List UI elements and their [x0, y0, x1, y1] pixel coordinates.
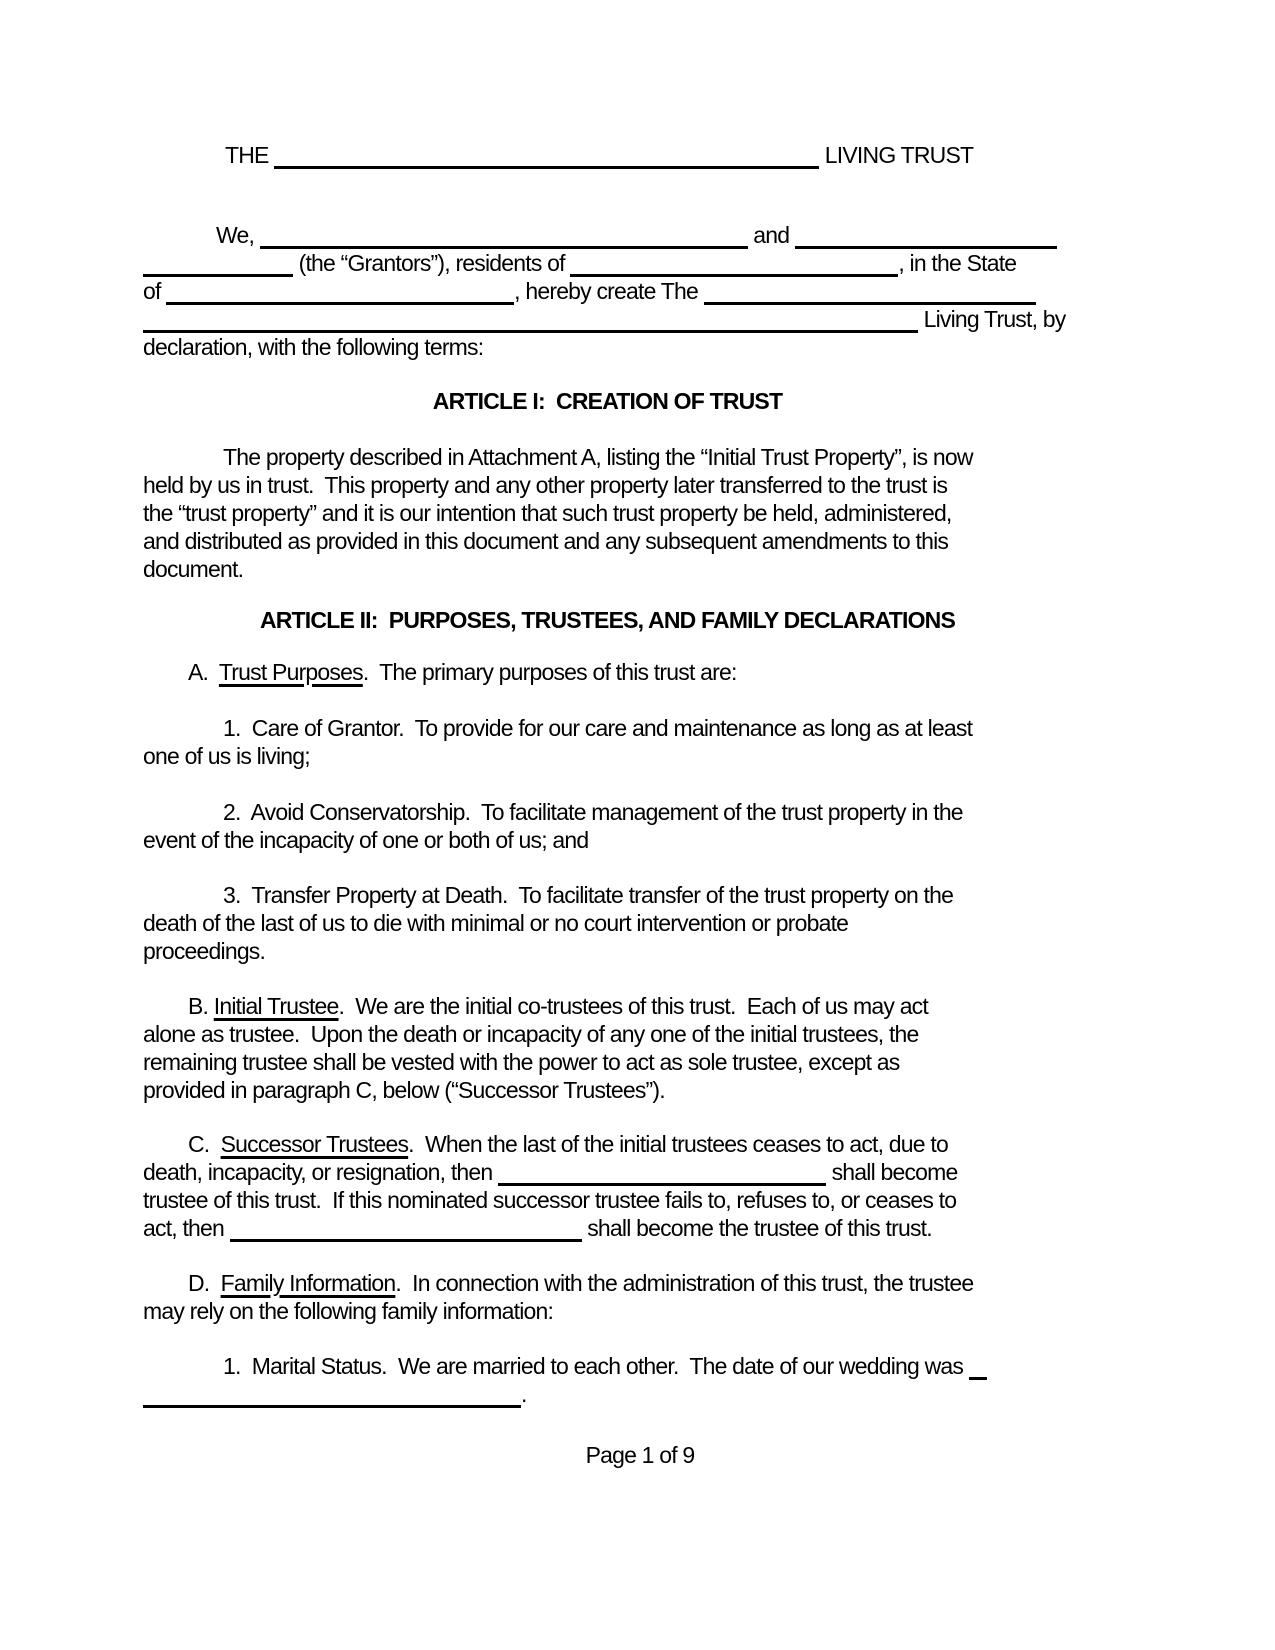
text-span: provided in paragraph C, below (“Successor Trustees”). — [143, 1077, 665, 1103]
blank-field[interactable] — [143, 1385, 521, 1408]
item-3-transfer-property-line — [143, 937, 1072, 965]
item-1-marital-status-line — [143, 1380, 1072, 1408]
article-1-heading — [143, 387, 1072, 415]
para-a-trust-purposes-line — [143, 658, 1072, 686]
text-span: (the “Grantors”), residents of — [293, 250, 571, 276]
blank-field[interactable] — [166, 282, 514, 305]
para-c-successor-trustees-line — [143, 1186, 1072, 1214]
underlined-text: Successor Trustees — [220, 1131, 409, 1157]
article-1-para-line — [143, 443, 1072, 471]
intro-line-1 — [143, 221, 1072, 249]
text-span: remaining trustee shall be vested with the power to act as sole trustee, except as — [143, 1049, 900, 1075]
text-span: event of the incapacity of one or both of us; and — [143, 827, 589, 853]
text-span: 3. Transfer Property at Death. To facilitate transfer of the trust property on the — [223, 882, 954, 908]
article-2-heading — [143, 606, 1072, 634]
text-span: shall become — [825, 1159, 958, 1185]
text-span: act, then — [143, 1215, 230, 1241]
intro-line-4 — [143, 305, 1072, 333]
text-span: 2. Avoid Conservatorship. To facilitate management of the trust property in the — [223, 799, 963, 825]
article-1-para-line — [143, 471, 1072, 499]
para-b-initial-trustee-line — [143, 1076, 1072, 1104]
text-span: We, — [216, 222, 260, 248]
text-span: B. — [188, 993, 214, 1019]
text-span: shall become the trustee of this trust. — [581, 1215, 932, 1241]
text-span: . — [521, 1381, 527, 1407]
blank-field[interactable] — [274, 146, 819, 169]
text-span: declaration, with the following terms: — [143, 334, 484, 360]
blank-field[interactable] — [704, 282, 1036, 305]
document-body — [143, 141, 1072, 1469]
item-2-avoid-conservatorship-line — [143, 798, 1072, 826]
blank-field[interactable] — [969, 1357, 987, 1380]
text-span: one of us is living; — [143, 743, 310, 769]
blank-field[interactable] — [143, 254, 293, 277]
article-1-para-line — [143, 527, 1072, 555]
text-span: trustee of this trust. If this nominated successor trustee fails to, refuses to, or ceases to — [143, 1187, 957, 1213]
text-span: A. — [188, 659, 219, 685]
trust-title-line — [143, 141, 1072, 169]
underlined-text: Trust Purposes — [218, 659, 363, 685]
item-1-care-of-grantor-line — [143, 742, 1072, 770]
text-span: LIVING TRUST — [819, 142, 974, 168]
text-span: and distributed as provided in this document and any subsequent amendments to this — [143, 528, 949, 554]
text-span: may rely on the following family information: — [143, 1298, 554, 1324]
text-span: The property described in Attachment A, listing the “Initial Trust Property”, is now — [223, 444, 973, 470]
text-span: 1. Care of Grantor. To provide for our care and maintenance as long as at least — [223, 715, 973, 741]
item-2-avoid-conservatorship-line — [143, 826, 1072, 854]
text-span: ARTICLE II: PURPOSES, TRUSTEES, AND FAMILY DECLARATIONS — [259, 607, 956, 633]
para-b-initial-trustee-line — [143, 992, 1072, 1020]
text-span: Page 1 of 9 — [585, 1442, 695, 1468]
para-c-successor-trustees-line — [143, 1130, 1072, 1158]
text-span: the “trust property” and it is our intention that such trust property be held, administered, — [143, 500, 952, 526]
text-span: . The primary purposes of this trust are: — [362, 659, 737, 685]
text-span: THE — [225, 142, 275, 168]
para-d-family-information-line — [143, 1297, 1072, 1325]
text-span: ARTICLE I: CREATION OF TRUST — [432, 388, 783, 414]
text-span: . In connection with the administration of this trust, the trustee — [395, 1270, 974, 1296]
text-span: . We are the initial co-trustees of this trust. Each of us may act — [338, 993, 928, 1019]
text-span: of — [143, 278, 167, 304]
para-d-family-information-line — [143, 1269, 1072, 1297]
text-span: alone as trustee. Upon the death or incapacity of any one of the initial trustees, the — [143, 1021, 919, 1047]
text-span: proceedings. — [143, 938, 266, 964]
text-span: 1. Marital Status. We are married to each other. The date of our wedding was — [223, 1353, 969, 1379]
blank-field[interactable] — [260, 226, 748, 249]
underlined-text: Family Information — [220, 1270, 396, 1296]
para-c-successor-trustees-line — [143, 1214, 1072, 1242]
text-span: D. — [188, 1270, 221, 1296]
text-span: . When the last of the initial trustees ceases to act, due to — [408, 1131, 948, 1157]
blank-field[interactable] — [498, 1163, 826, 1186]
item-1-marital-status-line — [143, 1352, 1072, 1380]
article-1-para-line — [143, 499, 1072, 527]
para-b-initial-trustee-line — [143, 1020, 1072, 1048]
text-span: , in the State — [898, 250, 1017, 276]
footer-page-number — [143, 1441, 1137, 1469]
blank-field[interactable] — [230, 1219, 582, 1242]
intro-line-2 — [143, 249, 1072, 277]
intro-line-5 — [143, 333, 1072, 361]
text-span: , hereby create The — [514, 278, 704, 304]
item-1-care-of-grantor-line — [143, 714, 1072, 742]
intro-line-3 — [143, 277, 1072, 305]
para-b-initial-trustee-line — [143, 1048, 1072, 1076]
text-span: held by us in trust. This property and any other property later transferred to the trust is — [143, 472, 948, 498]
item-3-transfer-property-line — [143, 909, 1072, 937]
article-1-para-line — [143, 555, 1072, 583]
text-span: and — [747, 222, 795, 248]
text-span: C. — [188, 1131, 221, 1157]
text-span: death, incapacity, or resignation, then — [143, 1159, 498, 1185]
item-3-transfer-property-line — [143, 881, 1072, 909]
text-span: death of the last of us to die with minimal or no court intervention or probate — [143, 910, 849, 936]
blank-field[interactable] — [570, 254, 898, 277]
para-c-successor-trustees-line — [143, 1158, 1072, 1186]
underlined-text: Initial Trustee — [213, 993, 339, 1019]
text-span: Living Trust, by — [918, 306, 1066, 332]
blank-field[interactable] — [795, 226, 1057, 249]
blank-field[interactable] — [143, 310, 918, 333]
text-span: document. — [143, 556, 244, 582]
